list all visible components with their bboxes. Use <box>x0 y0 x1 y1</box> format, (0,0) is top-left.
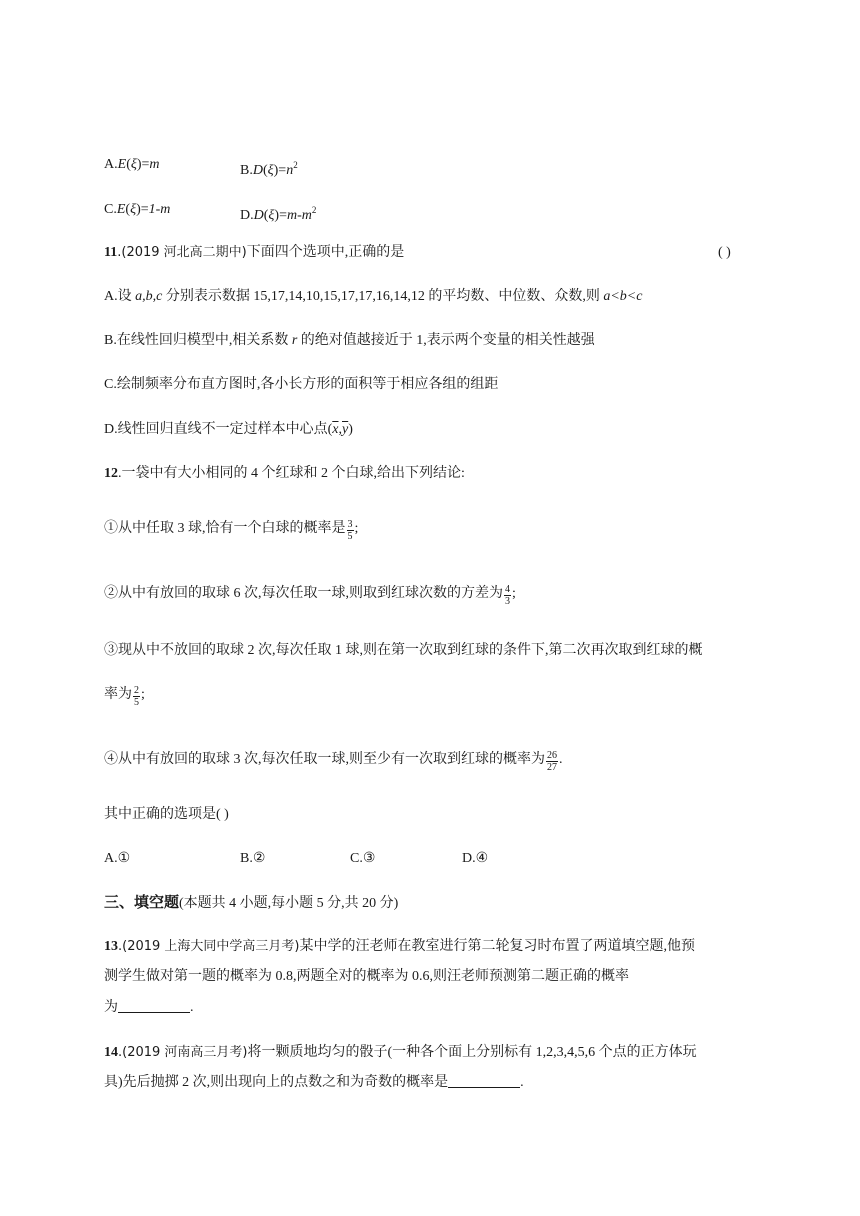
option-10a: A.E(ξ)=m <box>104 157 160 172</box>
option-11b: B.在线性回归模型中,相关系数 r 的绝对值越接近于 1,表示两个变量的相关性越强 <box>104 333 595 348</box>
statement-12-4: ④从中有放回的取球 3 次,每次任取一球,则至少有一次取到红球的概率为 $\frac{26}{27}$ . <box>104 750 563 773</box>
fraction: $\frac{2}{5}$ <box>134 685 139 708</box>
option-11a: A.设 a,b,c 分别表示数据 15,17,14,10,15,17,17,16,14,12 的平均数、中位数、众数,则 a<b<c <box>104 289 643 304</box>
option-10d: $D.D(\xi)=m-m^2$ <box>240 205 317 223</box>
question-12-prompt: 其中正确的选项是( ) <box>104 807 229 822</box>
question-13-line1: 13.(2019 上海大同中学高三月考)某中学的汪老师在教室进行第二轮复习时布置了两道填空题,他预 <box>104 939 695 954</box>
answer-blank[interactable] <box>448 1073 520 1088</box>
answer-bracket-11: ( ) <box>718 245 731 260</box>
fraction: $\frac{3}{5}$ <box>347 519 353 542</box>
option-12d: D.④ <box>462 851 489 866</box>
question-11-stem: 11.(2019 河北高二期中)下面四个选项中,正确的是 <box>104 245 405 260</box>
question-14-line2: 具)先后抛掷 2 次,则出现向上的点数之和为奇数的概率是 . <box>104 1075 524 1090</box>
statement-12-3: ③现从中不放回的取球 2 次,每次任取 1 球,则在第一次取到红球的条件下,第二次再次取到红球的概 <box>104 643 703 658</box>
statement-12-1: ①从中任取 3 球,恰有一个白球的概率是 $\frac{3}{5}$ ; <box>104 519 359 542</box>
fraction: $\frac{4}{3}$ <box>505 584 510 607</box>
question-13-line3: 为 . <box>104 1000 194 1015</box>
option-12c: C.③ <box>350 851 376 866</box>
question-12-stem: 12.一袋中有大小相同的 4 个红球和 2 个白球,给出下列结论: <box>104 466 465 481</box>
option-11c: C.绘制频率分布直方图时,各小长方形的面积等于相应各组的组距 <box>104 377 499 392</box>
option-10b: $B.D(\xi)=n^2$ <box>240 160 298 178</box>
statement-12-2: ②从中有放回的取球 6 次,每次任取一球,则取到红球次数的方差为 $\frac{4}{3}$ ; <box>104 584 516 607</box>
question-14-line1: 14.(2019 河南高三月考)将一颗质地均匀的骰子(一种各个面上分别标有 1,2,3,4,5,6 个点的正方体玩 <box>104 1045 697 1060</box>
section-heading: 三、填空题(本题共 4 小题,每小题 5 分,共 20 分) <box>104 893 399 911</box>
option-12b: B.② <box>240 851 266 866</box>
option-11d: D.线性回归直线不一定过样本中心点$(\overline{x},\overline{y})$ <box>104 422 353 437</box>
fraction: $\frac{26}{27}$ <box>547 750 557 773</box>
option-12a: A.① <box>104 851 131 866</box>
answer-blank[interactable] <box>118 998 190 1013</box>
statement-12-3-cont: 率为 $\frac{2}{5}$ ; <box>104 685 145 708</box>
question-13-line2: 测学生做对第一题的概率为 0.8,两题全对的概率为 0.6,则汪老师预测第二题正确的概率 <box>104 969 629 984</box>
option-10c: C.E(ξ)=1-m <box>104 202 171 217</box>
